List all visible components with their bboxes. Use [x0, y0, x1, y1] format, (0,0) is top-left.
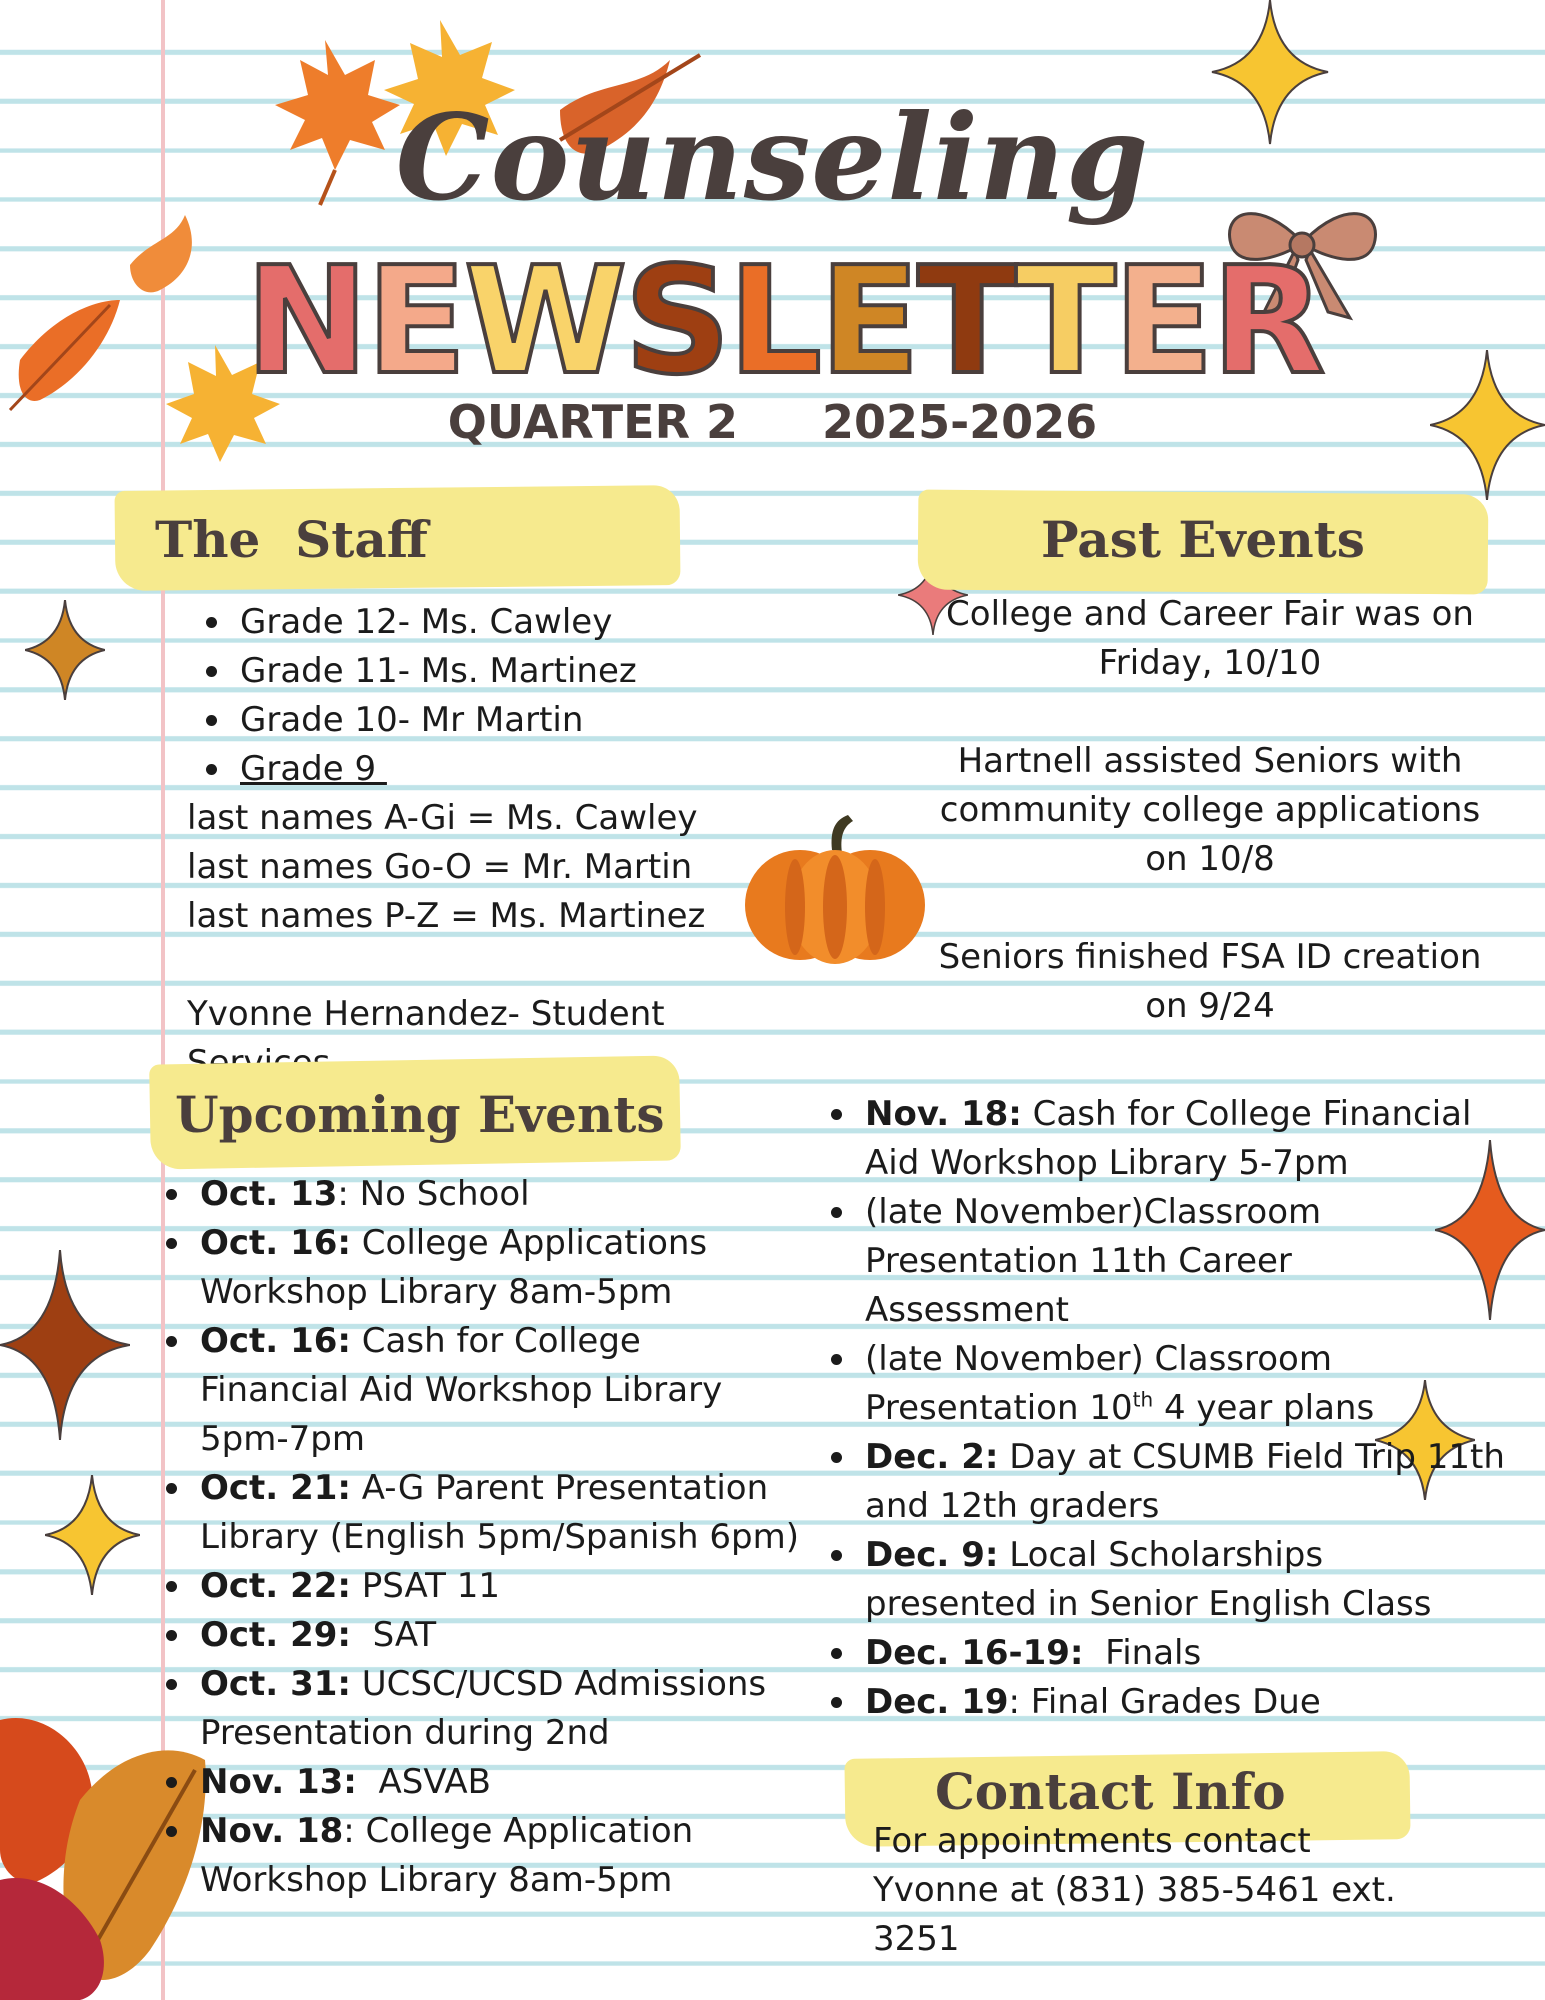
event-date: Oct. 29: [200, 1615, 351, 1655]
event-item [160, 1464, 800, 1562]
grade-9-assignments [187, 794, 807, 1088]
event-item [160, 1170, 800, 1219]
upcoming-events-right-list [825, 1090, 1505, 1727]
contact-line: For appointments contact [873, 1821, 1311, 1861]
event-date: Oct. 16: [200, 1223, 351, 1263]
wordmark-letter: E [1113, 235, 1212, 407]
past-event-item: Hartnell assisted Seniors with community college applications on 10/8 [939, 741, 1481, 879]
past-event-item: Seniors finished FSA ID creation on 9/24 [938, 937, 1482, 1026]
event-text: PSAT 11 [350, 1566, 500, 1606]
wordmark-letter: E [819, 235, 918, 407]
wordmark-letter: W [463, 235, 625, 407]
event-text: ASVAB [356, 1762, 491, 1802]
wordmark-letter: N [245, 235, 366, 407]
upcoming-events-heading: Upcoming Events [175, 1085, 665, 1144]
event-text: (late November)Classroom Presentation 11th Career Assessment [865, 1192, 1322, 1330]
event-item [825, 1678, 1505, 1727]
event-date: Dec. 16-19: [865, 1633, 1084, 1673]
grade-9-label: Grade 9 [240, 749, 387, 789]
upcoming-events-right-column [825, 1090, 1505, 1727]
event-text: SAT [350, 1615, 437, 1655]
wordmark-letter: L [727, 235, 820, 407]
school-year-label: 2025-2026 [822, 395, 1098, 449]
event-date: Oct. 31: [200, 1664, 351, 1704]
student-services: Yvonne Hernandez- Student [187, 994, 665, 1034]
grade-9-line: last names A-Gi = Ms. Cawley [187, 798, 698, 838]
event-item [160, 1611, 800, 1660]
event-date: Nov. 18 [200, 1811, 344, 1851]
event-text: (late November) Classroom Presentation 10 [865, 1339, 1332, 1428]
contact-info-text [873, 1817, 1473, 1964]
event-date: Nov. 13: [200, 1762, 357, 1802]
event-text: Local Scholarships presented in Senior English Class [865, 1535, 1432, 1624]
wordmark-letter: T [1015, 235, 1114, 407]
event-item [825, 1090, 1505, 1188]
event-item [825, 1335, 1505, 1433]
event-item [825, 1433, 1505, 1531]
event-date: Oct. 13 [200, 1174, 338, 1214]
event-item [160, 1317, 800, 1464]
event-text: College Applications Workshop Library 8am-5pm [200, 1223, 708, 1312]
sparkle-star-icon [45, 1475, 140, 1595]
event-text: : Final Grades Due [1008, 1682, 1321, 1722]
event-item [825, 1629, 1505, 1678]
sparkle-star-icon [25, 600, 105, 700]
upcoming-events-left-list [160, 1170, 800, 1905]
wordmark-letter: S [624, 235, 728, 407]
event-text: UCSC/UCSD Admissions Presentation during 2nd [200, 1664, 767, 1753]
event-item [160, 1562, 800, 1611]
oak-leaf-icon [10, 300, 120, 410]
event-text: Cash for College Financial Aid Workshop Library 5-7pm [865, 1094, 1472, 1183]
event-text: : College Application Workshop Library 8am-5pm [200, 1811, 694, 1900]
event-text: Day at CSUMB Field Trip 11th and 12th graders [865, 1437, 1505, 1526]
upcoming-events-left-column [160, 1170, 800, 1905]
event-date: Oct. 16: [200, 1321, 351, 1361]
wordmark-letter: T [917, 235, 1016, 407]
wordmark-letter: E [365, 235, 464, 407]
event-date: Oct. 22: [200, 1566, 351, 1606]
event-item [160, 1807, 800, 1905]
contact-line: Yvonne at (831) 385-5461 ext. [873, 1870, 1396, 1910]
past-events-section [935, 590, 1485, 1031]
staff-section [207, 598, 857, 794]
event-item [160, 1660, 800, 1758]
event-item [160, 1219, 800, 1317]
event-text: 4 year plans [1153, 1388, 1375, 1428]
event-date: Dec. 9: [865, 1535, 999, 1575]
event-date: Dec. 19 [865, 1682, 1009, 1722]
contact-line: 3251 [873, 1919, 960, 1959]
quarter-year-line [0, 395, 1545, 449]
event-text: Cash for College Financial Aid Workshop Library 5pm-7pm [200, 1321, 723, 1459]
contact-info-heading: Contact Info [935, 1762, 1286, 1821]
sparkle-star-icon [0, 1250, 130, 1440]
newsletter-title-script: Counseling [395, 88, 1150, 227]
staff-heading: The Staff [155, 510, 428, 569]
event-date: Oct. 21: [200, 1468, 351, 1508]
staff-grade-list [200, 598, 857, 794]
event-date: Dec. 2: [865, 1437, 999, 1477]
event-date: Nov. 18: [865, 1094, 1022, 1134]
past-events-heading: Past Events [1041, 510, 1365, 569]
staff-grade-10: Grade 10- Mr Martin [200, 696, 857, 745]
event-superscript: th [1132, 1387, 1154, 1412]
staff-grade-11: Grade 11- Ms. Martinez [200, 647, 857, 696]
event-item [825, 1531, 1505, 1629]
event-text: : No School [337, 1174, 530, 1214]
event-text: A-G Parent Presentation Library (English 5pm/Spanish 6pm) [200, 1468, 799, 1557]
event-item [160, 1758, 800, 1807]
quarter-label: QUARTER 2 [447, 395, 739, 449]
past-event-item: College and Career Fair was on Friday, 10/10 [946, 594, 1474, 683]
event-text: Finals [1083, 1633, 1202, 1673]
newsletter-wordmark [245, 235, 1323, 407]
staff-grade-9 [200, 745, 857, 794]
wordmark-letter: R [1211, 235, 1323, 407]
grade-9-line: last names Go-O = Mr. Martin [187, 847, 693, 887]
staff-grade-12: Grade 12- Ms. Cawley [200, 598, 857, 647]
event-item [825, 1188, 1505, 1335]
grade-9-line: last names P-Z = Ms. Martinez [187, 896, 706, 936]
